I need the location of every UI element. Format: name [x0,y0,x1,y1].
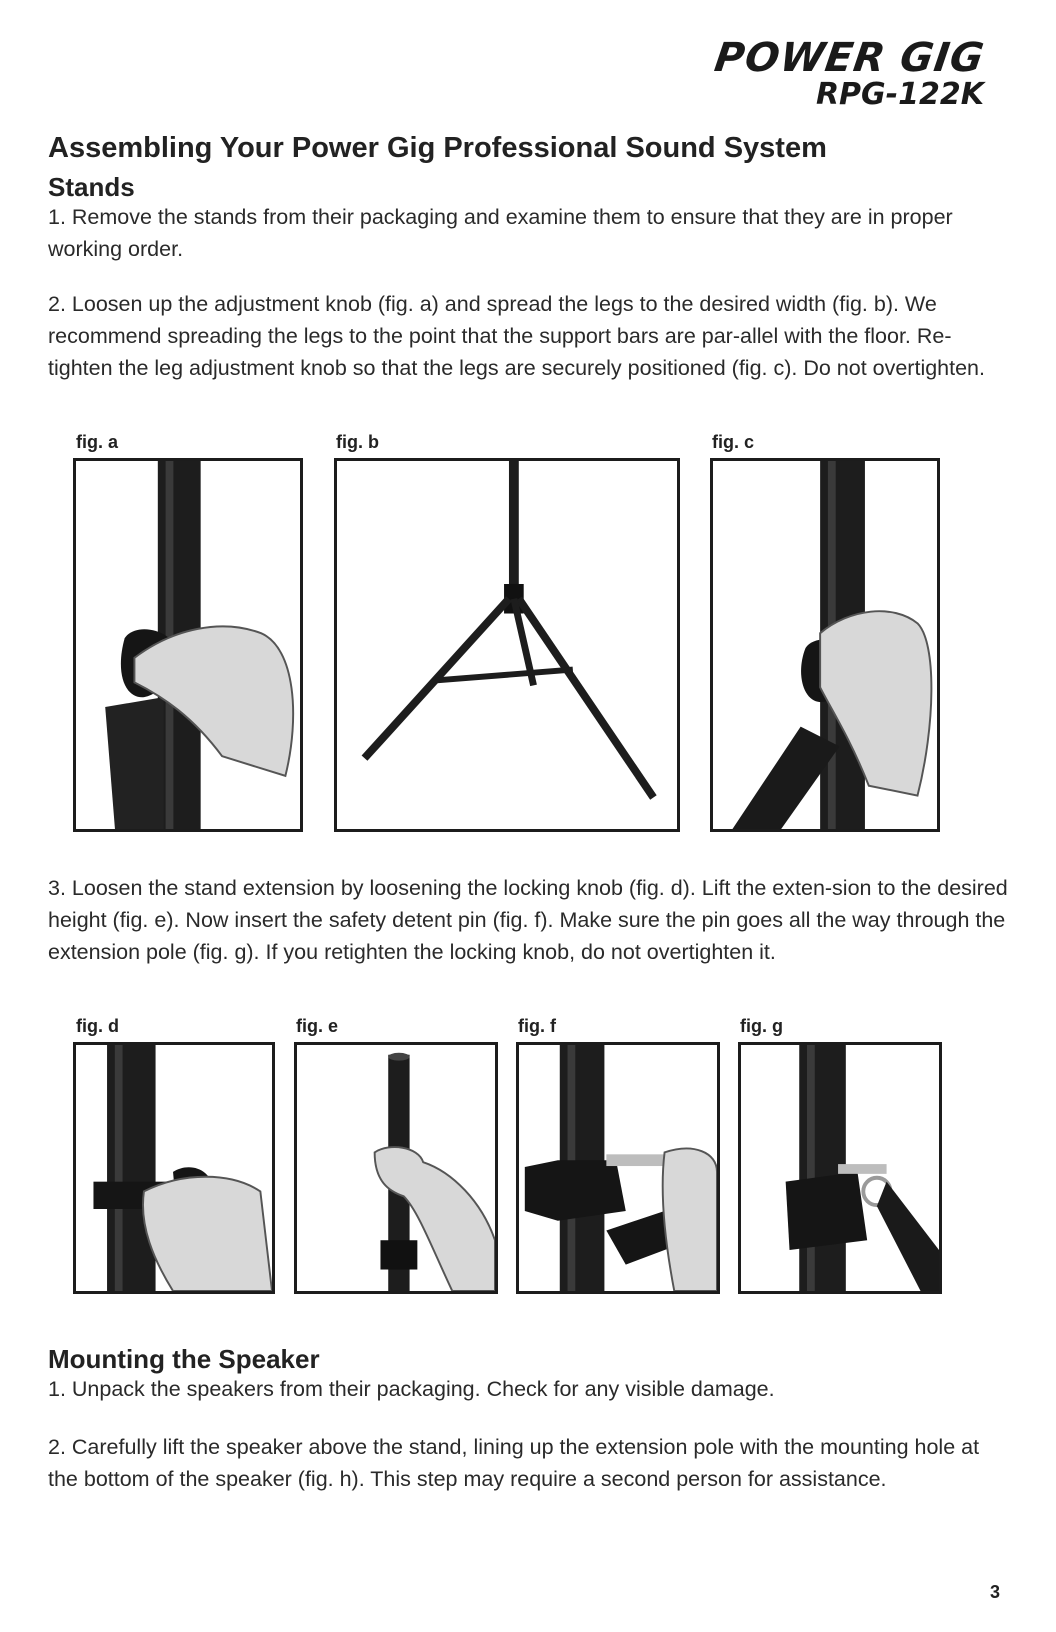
brand-logo [711,35,988,112]
fig-c-label: fig. c [712,432,755,452]
section-heading-stands: Stands [48,172,135,202]
fig-d-image [73,1042,275,1294]
fig-g-image [738,1042,942,1294]
fig-g-label: fig. g [740,1016,783,1036]
mounting-step-1: 1. Unpack the speakers from their packaging. Check for any visible damage. [48,1377,775,1401]
mounting-step-2: 2. Carefully lift the speaker above the stand, lining up the extension pole with the mounting hole at the bottom of the speaker (fig. h). This step may require a second person for assistance. [48,1435,980,1491]
fig-e-image [294,1042,498,1294]
model-name: RPG-122K [815,77,984,112]
fig-e-label: fig. e [296,1016,339,1036]
page-title: Assembling Your Power Gig Professional Sound System [48,132,827,164]
fig-f-image [516,1042,720,1294]
brand-name: POWER GIG [711,35,988,81]
fig-b-label: fig. b [336,432,379,452]
stands-step-1: 1. Remove the stands from their packaging and examine them to ensure that they are in proper working order. [48,205,953,261]
page-number: 3 [989,1582,1000,1602]
fig-f-label: fig. f [518,1016,556,1036]
fig-b-image [334,458,680,832]
section-heading-mounting: Mounting the Speaker [48,1344,320,1374]
fig-a-image [73,458,303,832]
stands-step-2: 2. Loosen up the adjustment knob (fig. a) and spread the legs to the desired width (fig. b). We recommend spreading the legs to the point that the support bars are par-allel with the floor. Re-tighten the leg adjustment knob so that the legs are securely positioned (fig. c). Do not overtighten. [48,292,985,380]
stands-step-3: 3. Loosen the stand extension by loosening the locking knob (fig. d). Lift the exten-sion to the desired height (fig. e). Now insert the safety detent pin (fig. f). Make sure the pin goes all the way through the extension pole (fig. g). If you retighten the locking knob, do not overtighten it. [48,876,1008,964]
fig-d-label: fig. d [76,1016,119,1036]
fig-a-label: fig. a [76,432,119,452]
fig-c-image [710,458,940,832]
